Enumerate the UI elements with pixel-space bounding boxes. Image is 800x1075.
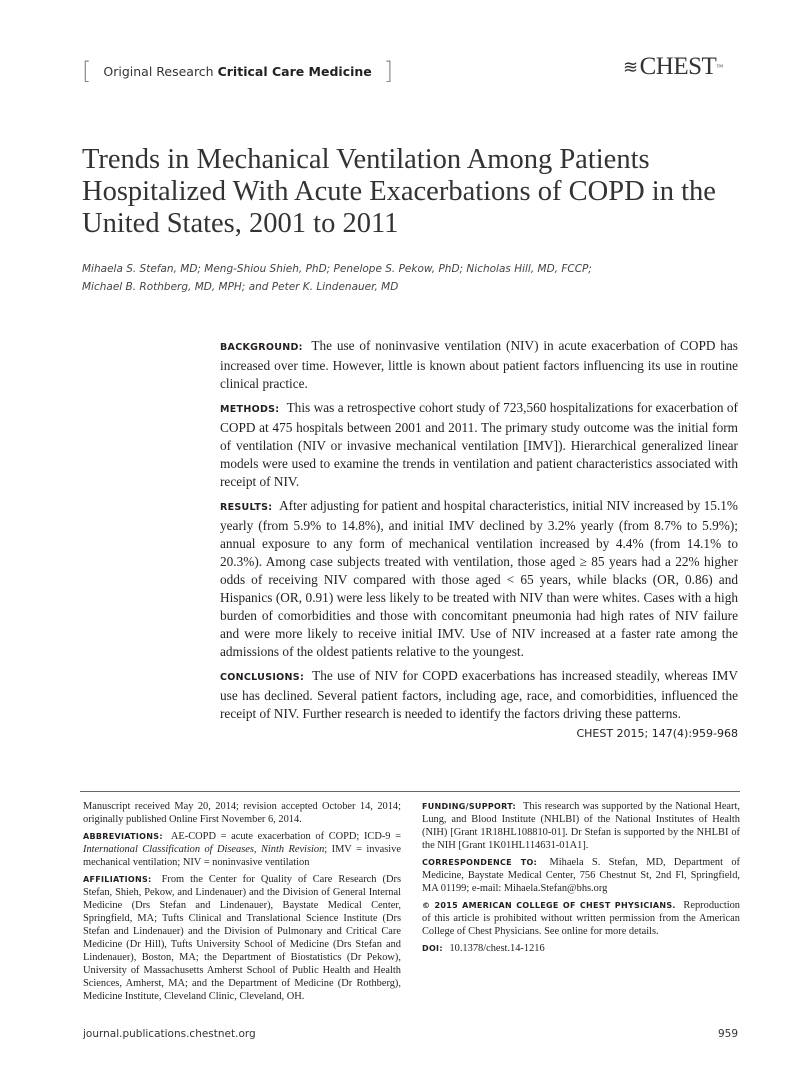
abstract-conclusions: CONCLUSIONS: The use of NIV for COPD exacerbations has increased steadily, whereas IMV use has declined. Several patient factors, including age, race, and comorbidities, influenced the receipt of NIV. Further research is needed to identify the factors driving these patterns. xyxy=(220,668,738,721)
author-line: Michael B. Rothberg, MD, MPH; and Peter K. Lindenauer, MD xyxy=(82,281,399,293)
footnotes-right xyxy=(422,800,740,959)
copyright: © 2015 AMERICAN COLLEGE OF CHEST PHYSICIANS. Reproduction of this article is prohibited without written permission from the American College of Chest Physicians. See online for more details. xyxy=(422,900,740,937)
doi: DOI: 10.1378/chest.14-1216 xyxy=(422,943,545,954)
abstract xyxy=(220,337,738,743)
citation: CHEST 2015; 147(4):959-968 xyxy=(576,727,738,740)
bracket-right: ] xyxy=(383,57,394,85)
abbreviations: ABBREVIATIONS: AE-COPD = acute exacerbation of COPD; ICD-9 = International Classification of Diseases, Ninth Revision; IMV = invasive mechanical ventilation; NIV = noninvasive ventilation xyxy=(83,831,401,868)
author-list xyxy=(82,260,742,296)
funding: FUNDING/SUPPORT: This research was supported by the National Heart, Lung, and Blood Institute (NHLBI) of the National Institutes of Health (NIH) [Grant 1R18HL108810-01]. Dr Stefan is supported by the NHLBI of the NIH [Grant 1K01HL114631-01A1]. xyxy=(422,801,740,851)
page-footer xyxy=(83,1028,738,1040)
manuscript-dates: Manuscript received May 20, 2014; revision accepted October 14, 2014; originally published Online First November 6, 2014. xyxy=(83,801,401,825)
abstract-results: RESULTS: After adjusting for patient and hospital characteristics, initial NIV increased by 15.1% yearly (from 5.9% to 14.8%), and initial IMV declined by 3.2% yearly (from 8.7% to 5.9%); annual exposure to any form of mechanical ventilation increased by 4.4% (from 14.1% to 20.3%). Among case subjects treated with ventilation, those aged ≥ 85 years had a 22% higher odds of receiving NIV compared with those aged < 65 years, while blacks (OR, 0.86) and Hispanics (OR, 0.91) were less likely to be treated with NIV than were whites. Cases with a high burden of comorbidities and those with concomitant pneumonia had high rates of NIV failure and were more likely to receive initial IMV. Use of NIV increased at a faster rate among the admissions of the oldest patients relative to the youngest. xyxy=(220,498,738,659)
abstract-background: BACKGROUND: The use of noninvasive ventilation (NIV) in acute exacerbation of COPD has increased over time. However, little is known about patient factors influencing its use in routine clinical practice. xyxy=(220,338,738,391)
affiliations: AFFILIATIONS: From the Center for Quality of Care Research (Drs Stefan, Shieh, Pekow, and Lindenauer) and the Division of General Internal Medicine (Drs Stefan and Lindenauer), Baystate Medical Center, Springfield, MA; Tufts Clinical and Translational Science Institute (Drs Stefan and Lindenauer) and the Division of Pulmonary and Critical Care Medicine (Dr Hill), Tufts University School of Medicine (Drs Stefan and Lindenauer), Boston, MA; the Department of Biostatistics (Dr Pekow), University of Massachusetts Amherst School of Public Health and Health Sciences, Amherst, MA; and the Department of Medicine (Dr Rothberg), Medicine Institute, Cleveland Clinic, Cleveland, OH. xyxy=(83,874,401,1002)
page-number: 959 xyxy=(717,1028,738,1040)
abstract-methods: METHODS: This was a retrospective cohort study of 723,560 hospitalizations for exacerbation of COPD at 475 hospitals between 2001 and 2011. The primary study outcome was the initial form of ventilation (NIV or invasive mechanical ventilation [IMV]). Hierarchical generalized linear models were used to examine the trends in ventilation and patient characteristics associated with receipt of NIV. xyxy=(220,400,738,489)
subsection-label: Critical Care Medicine xyxy=(217,63,372,79)
bracket-left: [ xyxy=(82,57,92,85)
section-header xyxy=(82,57,394,85)
article-title: Trends in Mechanical Ventilation Among Patients Hospitalized With Acute Exacerbations of COPD in the United States, 2001 to 2011 xyxy=(82,144,716,239)
chest-logo-icon: ≋ xyxy=(623,56,638,77)
correspondence: CORRESPONDENCE TO: Mihaela S. Stefan, MD, Department of Medicine, Baystate Medical Center, 756 Chestnut St, 2nd Fl, Springfield, MA 01199; e-mail: Mihaela.Stefan@bhs.org xyxy=(422,857,740,894)
divider xyxy=(80,791,740,792)
author-line: Mihaela S. Stefan, MD; Meng-Shiou Shieh, PhD; Penelope S. Pekow, PhD; Nicholas Hill, MD, FCCP; xyxy=(82,263,592,275)
journal-url: journal.publications.chestnet.org xyxy=(83,1028,256,1040)
section-label: Original Research xyxy=(103,63,214,79)
chest-logo: ≋ CHEST ™ xyxy=(623,53,723,80)
footnotes-left xyxy=(83,800,401,1007)
